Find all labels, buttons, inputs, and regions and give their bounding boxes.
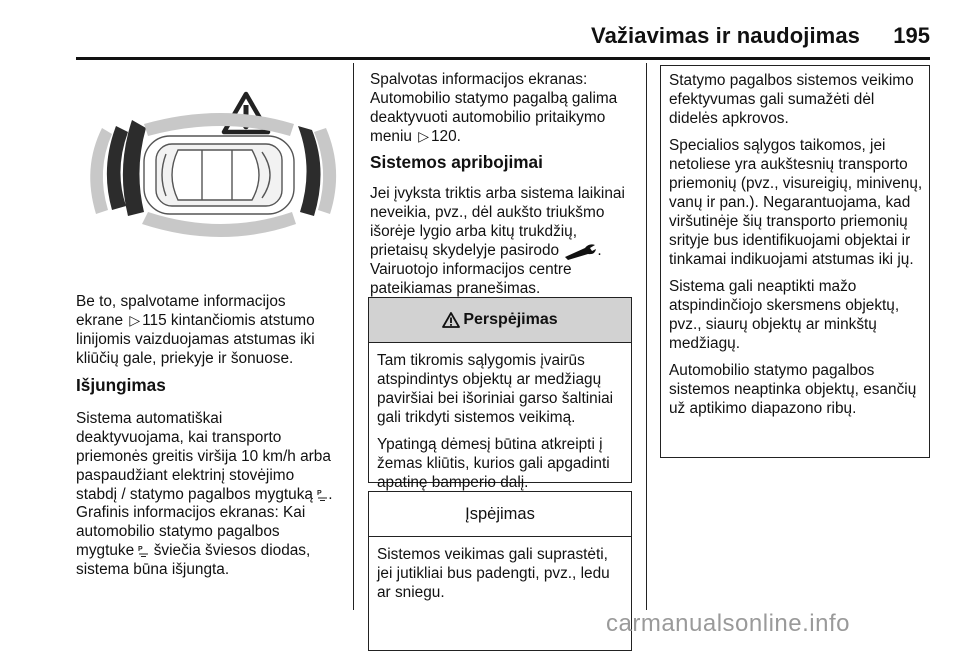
paragraph-line: Jei įvyksta triktis arba sistema laikinai <box>370 185 625 202</box>
page-header-title: Važiavimas ir naudojimas <box>591 23 860 48</box>
paragraph-line-text: meniu <box>370 128 412 145</box>
color-display-paragraph <box>370 70 640 146</box>
header-divider <box>76 57 930 60</box>
svg-text:P: P <box>138 545 144 553</box>
intro-line: linijomis vaizduojamas atstumas iki <box>76 331 315 348</box>
wrench-service-icon <box>563 242 597 260</box>
warning-box-title: Perspėjimas <box>463 311 558 328</box>
paragraph-line-text: mygtuke <box>76 542 135 559</box>
paragraph-line: pateikiamas pranešimas. <box>370 280 541 297</box>
car-top-view <box>144 136 294 214</box>
warning-box-header <box>369 298 631 343</box>
paragraph-line-text: 120. <box>430 128 461 145</box>
paragraph-line: Vairuotojo informacijos centre <box>370 261 572 278</box>
paragraph-line: stabdį / statymo pagalbos mygtuką P . <box>76 486 333 503</box>
caution-box-header <box>369 492 631 537</box>
limitations-panel <box>660 65 930 458</box>
intro-line-text: ekrane <box>76 312 124 329</box>
paragraph-line: Grafinis informacijos ekranas: Kai <box>76 504 306 521</box>
paragraph-line: priemonės greitis viršija 10 km/h arba <box>76 448 331 465</box>
paragraph-line: paspaudžiant elektrinį stovėjimo <box>76 467 295 484</box>
panel-paragraph: Automobilio statymo pagalbos sistemos neaptinka objektų, esančių už aptikimo diapazono ribų. <box>669 362 917 417</box>
parking-assist-button-icon <box>317 488 328 502</box>
paragraph-line: sistema būna išjungta. <box>76 561 230 578</box>
deactivation-paragraph <box>76 409 348 504</box>
paragraph-line-text: stabdį / statymo pagalbos mygtuką <box>76 486 313 503</box>
watermark: carmanualsonline.info <box>606 610 850 637</box>
paragraph-line: Sistema automatiškai <box>76 410 223 427</box>
parking-assist-button-icon <box>138 544 149 558</box>
paragraph-line: automobilio statymo pagalbos <box>76 523 280 540</box>
graphic-display-paragraph <box>76 503 348 579</box>
page-number: 195 <box>893 23 930 48</box>
panel-paragraph: Statymo pagalbos sistemos veikimo efektyvumas gali sumažėti dėl didelės apkrovos. <box>669 72 914 127</box>
column-divider-right <box>646 63 647 610</box>
paragraph-line: deaktyvuojama, kai transporto <box>76 429 282 446</box>
paragraph-line <box>76 541 348 560</box>
paragraph-line: Spalvotas informacijos ekranas: <box>370 71 588 88</box>
warning-box <box>368 297 632 491</box>
paragraph-line-text: prietaisų skydelyje pasirodo <box>370 242 560 259</box>
paragraph-line: Automobilio statymo pagalbą galima <box>370 90 618 107</box>
intro-paragraph <box>76 292 348 368</box>
paragraph-line: deaktyvuoti automobilio pritaikymo <box>370 109 606 126</box>
svg-text:P: P <box>317 489 322 497</box>
warning-text: Tam tikromis sąlygomis įvairūs atspindintys objektų ar medžiagų paviršiai bei išoriniai garso šaltiniai gali trikdyti sistemos veikimą. <box>377 352 614 426</box>
parking-sensor-illustration <box>82 88 344 268</box>
intro-line: Be to, spalvotame informacijos <box>76 293 286 310</box>
paragraph-line-text: šviečia šviesos diodas, <box>153 542 311 559</box>
paragraph-line: prietaisų skydelyje pasirodo . <box>370 242 602 259</box>
warning-box-body <box>369 343 631 492</box>
warning-triangle-icon <box>442 312 460 328</box>
paragraph-line: neveikia, pvz., dėl aukšto triukšmo <box>370 204 605 221</box>
panel-paragraph: Specialios sąlygos taikomos, jei netoliese yra aukštesnių transporto priemonių (pvz., visureigių, minivenų, vanų ir pan.). Negarantuojama, kad viršutinėje šių transporto priemonių srityje bus identifikuojami objektai ir tinkamai indikuojami atstumas iki jų. <box>669 137 923 268</box>
intro-line-text: 115 kintančiomis atstumo <box>142 312 315 329</box>
caution-text: Sistemos veikimas gali suprastėti, jei jutikliai bus padengti, pvz., ledu ar sniegu. <box>377 546 610 601</box>
caution-box-body <box>369 537 631 602</box>
warning-text: Ypatingą dėmesį būtina atkreipti į žemas kliūtis, kurios gali apgadinti apatinę bamperio dalį. <box>377 436 610 491</box>
column-divider-left <box>353 63 354 610</box>
paragraph-line <box>370 127 640 146</box>
section-heading-deactivation: Išjungimas <box>76 375 166 395</box>
page-reference-arrow-icon[interactable]: ▷ <box>129 312 141 328</box>
caution-box-title: Įspėjimas <box>465 504 535 523</box>
intro-line: kliūčių gale, priekyje ir šonuose. <box>76 350 294 367</box>
intro-line <box>76 311 348 330</box>
panel-paragraph: Sistema gali neaptikti mažo atspindinčiojo skersmens objektų, pvz., siaurų objektų ar minkštų medžiagų. <box>669 278 900 352</box>
paragraph-line: išorėje lygio arba kitų trukdžių, <box>370 223 578 240</box>
limitations-paragraph <box>370 184 642 298</box>
caution-box <box>368 491 632 651</box>
section-heading-limitations: Sistemos apribojimai <box>370 152 543 172</box>
page-reference-arrow-icon[interactable]: ▷ <box>418 128 429 144</box>
